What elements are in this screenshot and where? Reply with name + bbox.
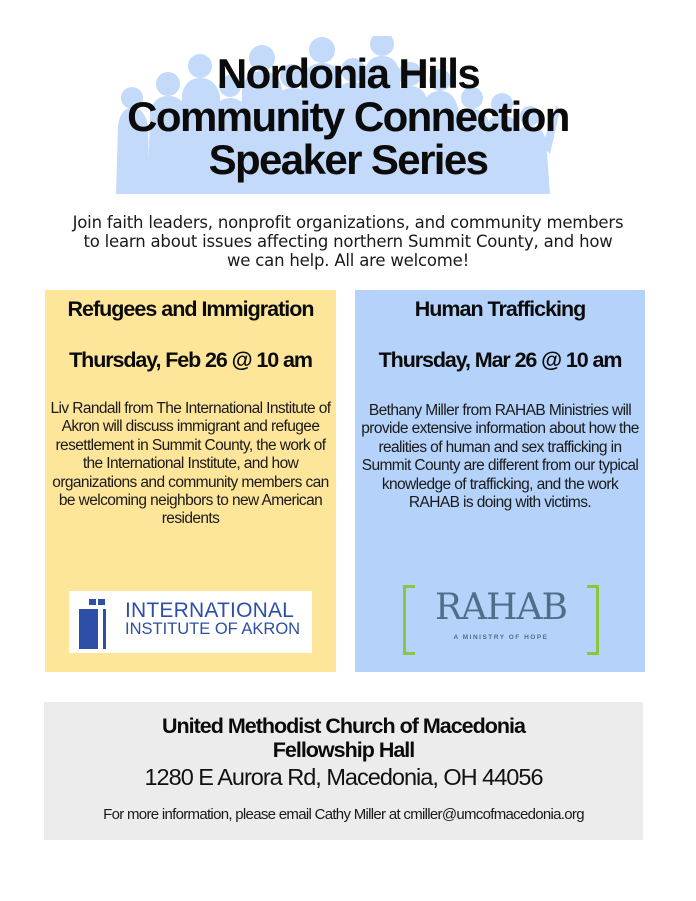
title-line-1: Nordonia Hills bbox=[216, 50, 480, 97]
contact-line bbox=[44, 806, 643, 823]
event-card-refugees bbox=[45, 290, 336, 672]
venue-box bbox=[44, 702, 643, 840]
event-date: Thursday, Feb 26 @ 10 am bbox=[69, 348, 312, 372]
contact-email-link[interactable]: cmiller@umcofmacedonia.org bbox=[403, 806, 584, 823]
rahab-logo bbox=[403, 581, 599, 653]
international-institute-of-akron-logo bbox=[69, 591, 312, 653]
iia-line-1: INTERNATIONAL bbox=[125, 599, 295, 622]
event-card-trafficking bbox=[355, 290, 645, 672]
event-description: Liv Randall from The International Institute of Akron will discuss immigrant and refugee resettlement in Summit County, the work of the International Institute, and how organizations and community members can be welcoming neighbors to new American residents bbox=[50, 400, 331, 528]
event-topic: Human Trafficking bbox=[414, 297, 586, 321]
iia-mark-icon bbox=[79, 597, 119, 651]
event-date: Thursday, Mar 26 @ 10 am bbox=[378, 348, 622, 372]
iia-wordmark bbox=[125, 601, 300, 639]
venue-name bbox=[44, 714, 643, 762]
contact-prefix: For more information, please email Cathy Miller at bbox=[103, 806, 404, 823]
event-topic: Refugees and Immigration bbox=[67, 297, 314, 321]
rahab-wordmark: RAHAB bbox=[435, 587, 567, 628]
venue-address: 1280 E Aurora Rd, Macedonia, OH 44056 bbox=[144, 764, 543, 790]
intro-text: Join faith leaders, nonprofit organizations, and community members to learn about issues affecting northern Summit County, and how we can help. All are welcome! bbox=[72, 213, 624, 270]
page-title bbox=[0, 52, 696, 181]
venue-name-line-1: United Methodist Church of Macedonia bbox=[162, 714, 525, 738]
right-bracket-icon bbox=[587, 585, 599, 655]
header-banner bbox=[0, 0, 696, 200]
iia-line-2: INSTITUTE OF AKRON bbox=[125, 620, 301, 638]
venue-name-line-2: Fellowship Hall bbox=[272, 738, 415, 762]
event-description: Bethany Miller from RAHAB Ministries will provide extensive information about how the realities of human and sex trafficking in Summit County are different from our typical knowledge of trafficking, and the work RAHAB is doing with victims. bbox=[361, 402, 639, 512]
title-line-2: Community Connection bbox=[127, 93, 569, 140]
title-line-3: Speaker Series bbox=[208, 136, 488, 183]
rahab-tagline: A MINISTRY OF HOPE bbox=[453, 634, 549, 641]
